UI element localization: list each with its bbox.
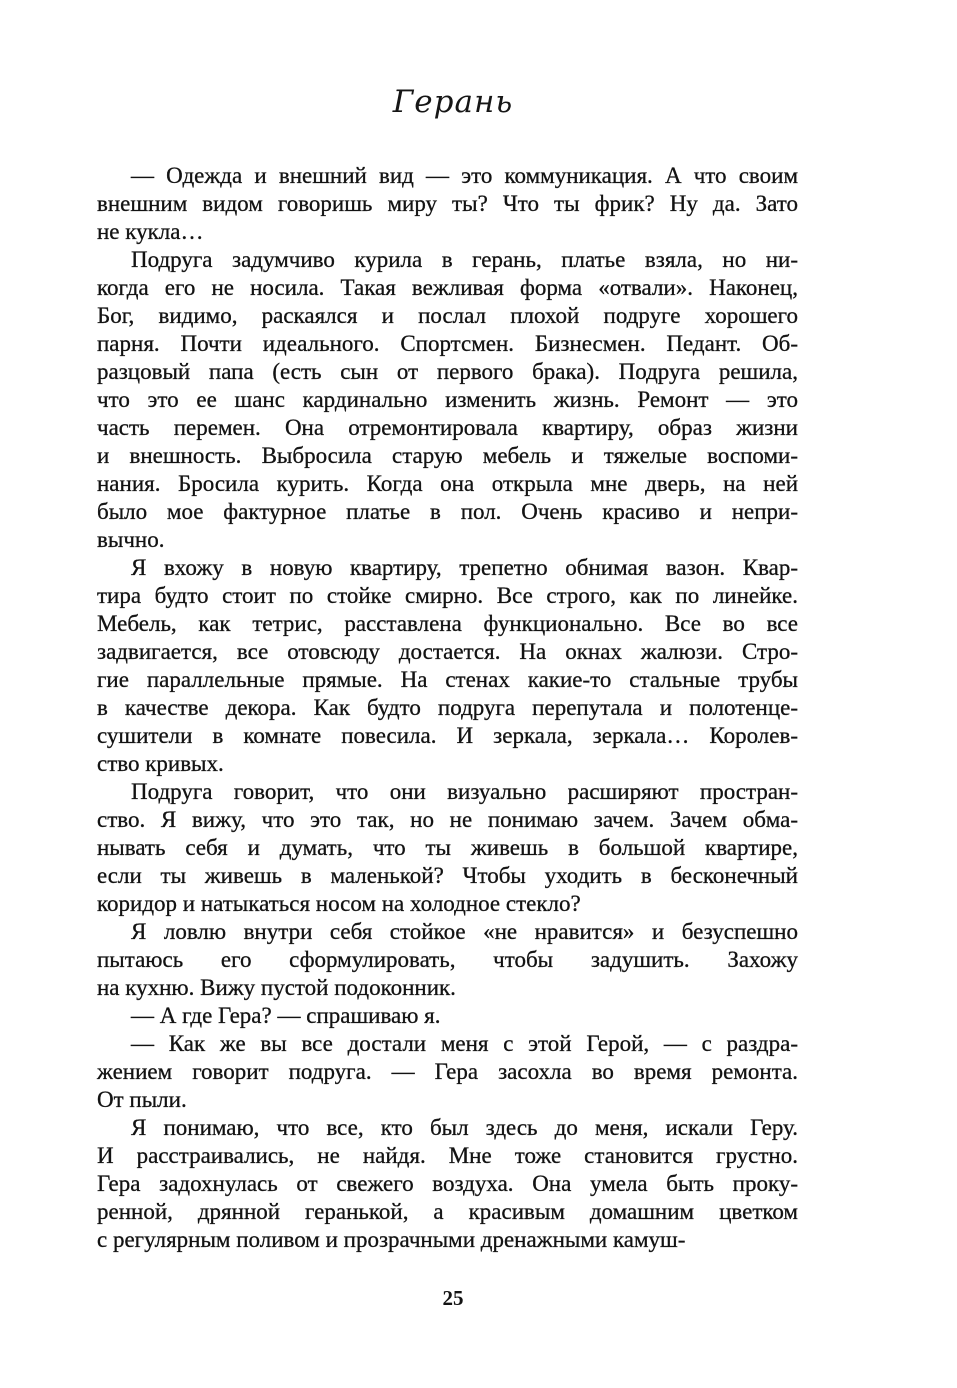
text-line: в качестве декора. Как будто подруга перепутала и полотенце- <box>97 695 798 720</box>
text-line: Подруга задумчиво курила в герань, платье взяла, но ни- <box>131 247 798 272</box>
text-line: задвигается, все отовсюду достается. На окнах жалюзи. Стро- <box>97 639 798 664</box>
text-line: разцовый папа (есть сын от первого брака). Подруга решила, <box>97 359 798 384</box>
text-line: Гера задохнулась от свежего воздуха. Она умела быть проку- <box>97 1171 798 1196</box>
text-line: пытаюсь его сформулировать, чтобы задушить. Захожу <box>97 947 798 972</box>
text-line: жением говорит подруга. — Гера засохла во время ремонта. <box>97 1059 798 1084</box>
text-line: сушители в комнате повесила. И зеркала, зеркала… Королев- <box>97 723 798 748</box>
text-line: если ты живешь в маленькой? Чтобы уходить в бесконечный <box>97 863 798 888</box>
text-line: От пыли. <box>97 1087 187 1112</box>
text-line: — А где Гера? — спрашиваю я. <box>131 1003 441 1028</box>
text-line: Я понимаю, что все, кто был здесь до меня, искали Геру. <box>131 1115 798 1140</box>
page-number: 25 <box>442 1286 464 1310</box>
text-line: тира будто стоит по стойке смирно. Все строго, как по линейке. <box>97 583 798 608</box>
text-line: — Одежда и внешний вид — это коммуникация. А что своим <box>131 163 798 188</box>
paragraph <box>97 1114 798 1254</box>
text-line: парня. Почти идеального. Спортсмен. Бизнесмен. Педант. Об- <box>97 331 798 356</box>
text-line: Мебель, как тетрис, расставлена функционально. Все во все <box>97 611 798 636</box>
paragraph <box>97 1002 798 1030</box>
text-line: гие параллельные прямые. На стенах какие-то стальные трубы <box>97 667 798 692</box>
text-line: нания. Бросила курить. Когда она открыла мне дверь, на ней <box>97 471 798 496</box>
text-line: и внешность. Выбросила старую мебель и тяжелые воспоми- <box>97 443 798 468</box>
text-line: ство кривых. <box>97 751 224 776</box>
text-line: И расстраивались, не найдя. Мне тоже становится грустно. <box>97 1143 798 1168</box>
text-line: что это ее шанс кардинально изменить жизнь. Ремонт — это <box>97 387 798 412</box>
chapter-title: Герань <box>392 84 514 120</box>
paragraph <box>97 554 798 778</box>
paragraph <box>97 246 798 554</box>
text-line: вычно. <box>97 527 165 552</box>
text-line: часть перемен. Она отремонтировала квартиру, образ жизни <box>97 415 798 440</box>
text-line: Я ловлю внутри себя стойкое «не нравится» и безуспешно <box>131 919 798 944</box>
text-line: Бог, видимо, раскаялся и послал плохой подруге хорошего <box>97 303 798 328</box>
text-line: Подруга говорит, что они визуально расширяют простран- <box>131 779 798 804</box>
text-line: внешним видом говоришь миру ты? Что ты фрик? Ну да. Зато <box>97 191 798 216</box>
paragraph <box>97 918 798 1002</box>
body-text <box>97 162 798 1254</box>
paragraph <box>97 778 798 918</box>
text-line: коридор и натыкаться носом на холодное стекло? <box>97 891 581 916</box>
text-line: с регулярным поливом и прозрачными дренажными камуш- <box>97 1227 686 1252</box>
text-line: на кухню. Вижу пустой подоконник. <box>97 975 456 1000</box>
text-line: ренной, дрянной геранькой, а красивым домашним цветком <box>97 1199 798 1224</box>
text-line: когда его не носила. Такая вежливая форма «отвали». Наконец, <box>97 275 798 300</box>
text-line: Я вхожу в новую квартиру, трепетно обнимая вазон. Квар- <box>131 555 798 580</box>
text-line: ство. Я вижу, что это так, но не понимаю зачем. Зачем обма- <box>97 807 798 832</box>
text-line: нывать себя и думать, что ты живешь в большой квартире, <box>97 835 798 860</box>
text-line: не кукла… <box>97 219 204 244</box>
text-line: было мое фактурное платье в пол. Очень красиво и непри- <box>97 499 798 524</box>
paragraph <box>97 162 798 246</box>
text-line: — Как же вы все достали меня с этой Герой, — с раздра- <box>131 1031 798 1056</box>
paragraph <box>97 1030 798 1114</box>
